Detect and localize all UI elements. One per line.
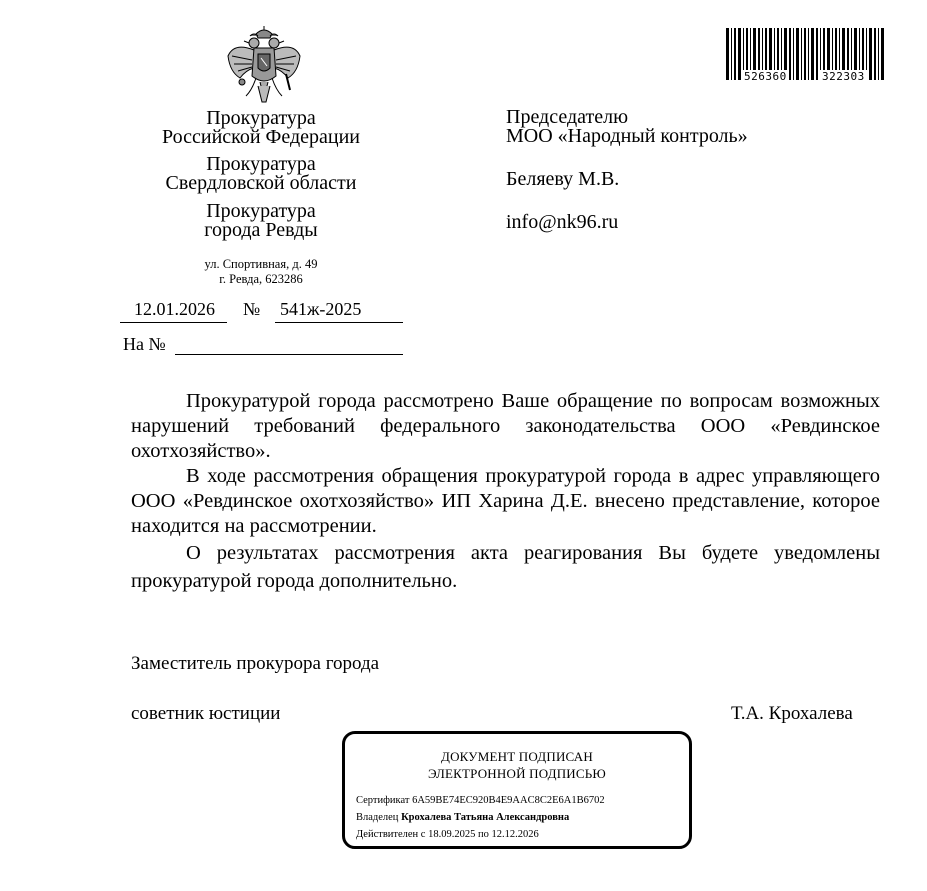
org-line: Прокуратура: [206, 153, 316, 175]
outgoing-number: 541ж-2025: [280, 299, 362, 319]
org-line: Прокуратура: [206, 107, 316, 129]
date-underline: [120, 322, 227, 323]
recipient-line: МОО «Народный контроль»: [506, 125, 748, 147]
stamp-owner: [356, 812, 569, 823]
coat-of-arms-icon: [226, 26, 302, 104]
org-line: Российской Федерации: [161, 126, 361, 148]
sender-org-oblast: [120, 155, 402, 193]
org-line: Свердловской области: [165, 172, 357, 194]
sender-org-city: [120, 202, 402, 240]
org-line: Прокуратура: [206, 200, 316, 222]
valid-to-prefix: по: [477, 829, 489, 840]
address-line: г. Ревда, 623286: [219, 272, 303, 286]
stamp-title: [345, 748, 689, 782]
body-paragraph: В ходе рассмотрения обращения прокуратурой города в адрес управляющего ООО «Ревдинское охотхозяйство» ИП Харина Д.Е. внесено представление, которое находится на рассмотрении.: [131, 465, 880, 537]
outgoing-date: 12.01.2026: [134, 299, 215, 319]
stamp-certificate: [356, 795, 605, 806]
reply-to-underline: [175, 354, 403, 355]
org-line: города Ревды: [204, 219, 318, 241]
owner-value: Крохалева Татьяна Александровна: [401, 812, 570, 823]
letter-body: [131, 389, 880, 595]
cert-value: 6A59BE74EC920B4E9AAC8C2E6A1B6702: [412, 795, 605, 806]
valid-from: 18.09.2025: [428, 829, 476, 840]
body-paragraph: Прокуратурой города рассмотрено Ваше обращение по вопросам возможных нарушений требований федерального законодательства ООО «Ревдинское охотхозяйство».: [131, 390, 880, 462]
recipient-block: [506, 108, 748, 146]
address-line: ул. Спортивная, д. 49: [204, 257, 318, 271]
stamp-validity: [356, 829, 539, 840]
signer-position: Заместитель прокурора города: [131, 653, 380, 674]
signer-rank: советник юстиции: [131, 703, 281, 724]
sender-org-rf: [120, 109, 402, 147]
reply-to-label: На №: [123, 334, 166, 354]
number-underline: [275, 322, 403, 323]
valid-label: Действителен: [356, 829, 419, 840]
number-sign: №: [243, 299, 261, 319]
body-paragraph: О результатах рассмотрения акта реагирования Вы будете уведомлены прокуратурой города дополнительно.: [131, 542, 880, 592]
barcode-left-digits: 526360: [744, 70, 787, 83]
recipient-name: Беляеву М.В.: [506, 168, 620, 190]
barcode-right-digits: 322303: [822, 70, 865, 83]
valid-from-prefix: с: [420, 829, 426, 840]
signer-name: Т.А. Крохалева: [731, 703, 853, 724]
recipient-email: info@nk96.ru: [506, 211, 619, 233]
valid-to: 12.12.2026: [491, 829, 539, 840]
sender-address: [120, 257, 402, 287]
owner-label: Владелец: [356, 812, 399, 823]
stamp-title-line: ЭЛЕКТРОННОЙ ПОДПИСЬЮ: [428, 766, 606, 781]
stamp-title-line: ДОКУМЕНТ ПОДПИСАН: [441, 749, 593, 764]
cert-label: Сертификат: [356, 795, 410, 806]
recipient-line: Председателю: [506, 106, 629, 128]
e-signature-stamp: [342, 731, 692, 849]
